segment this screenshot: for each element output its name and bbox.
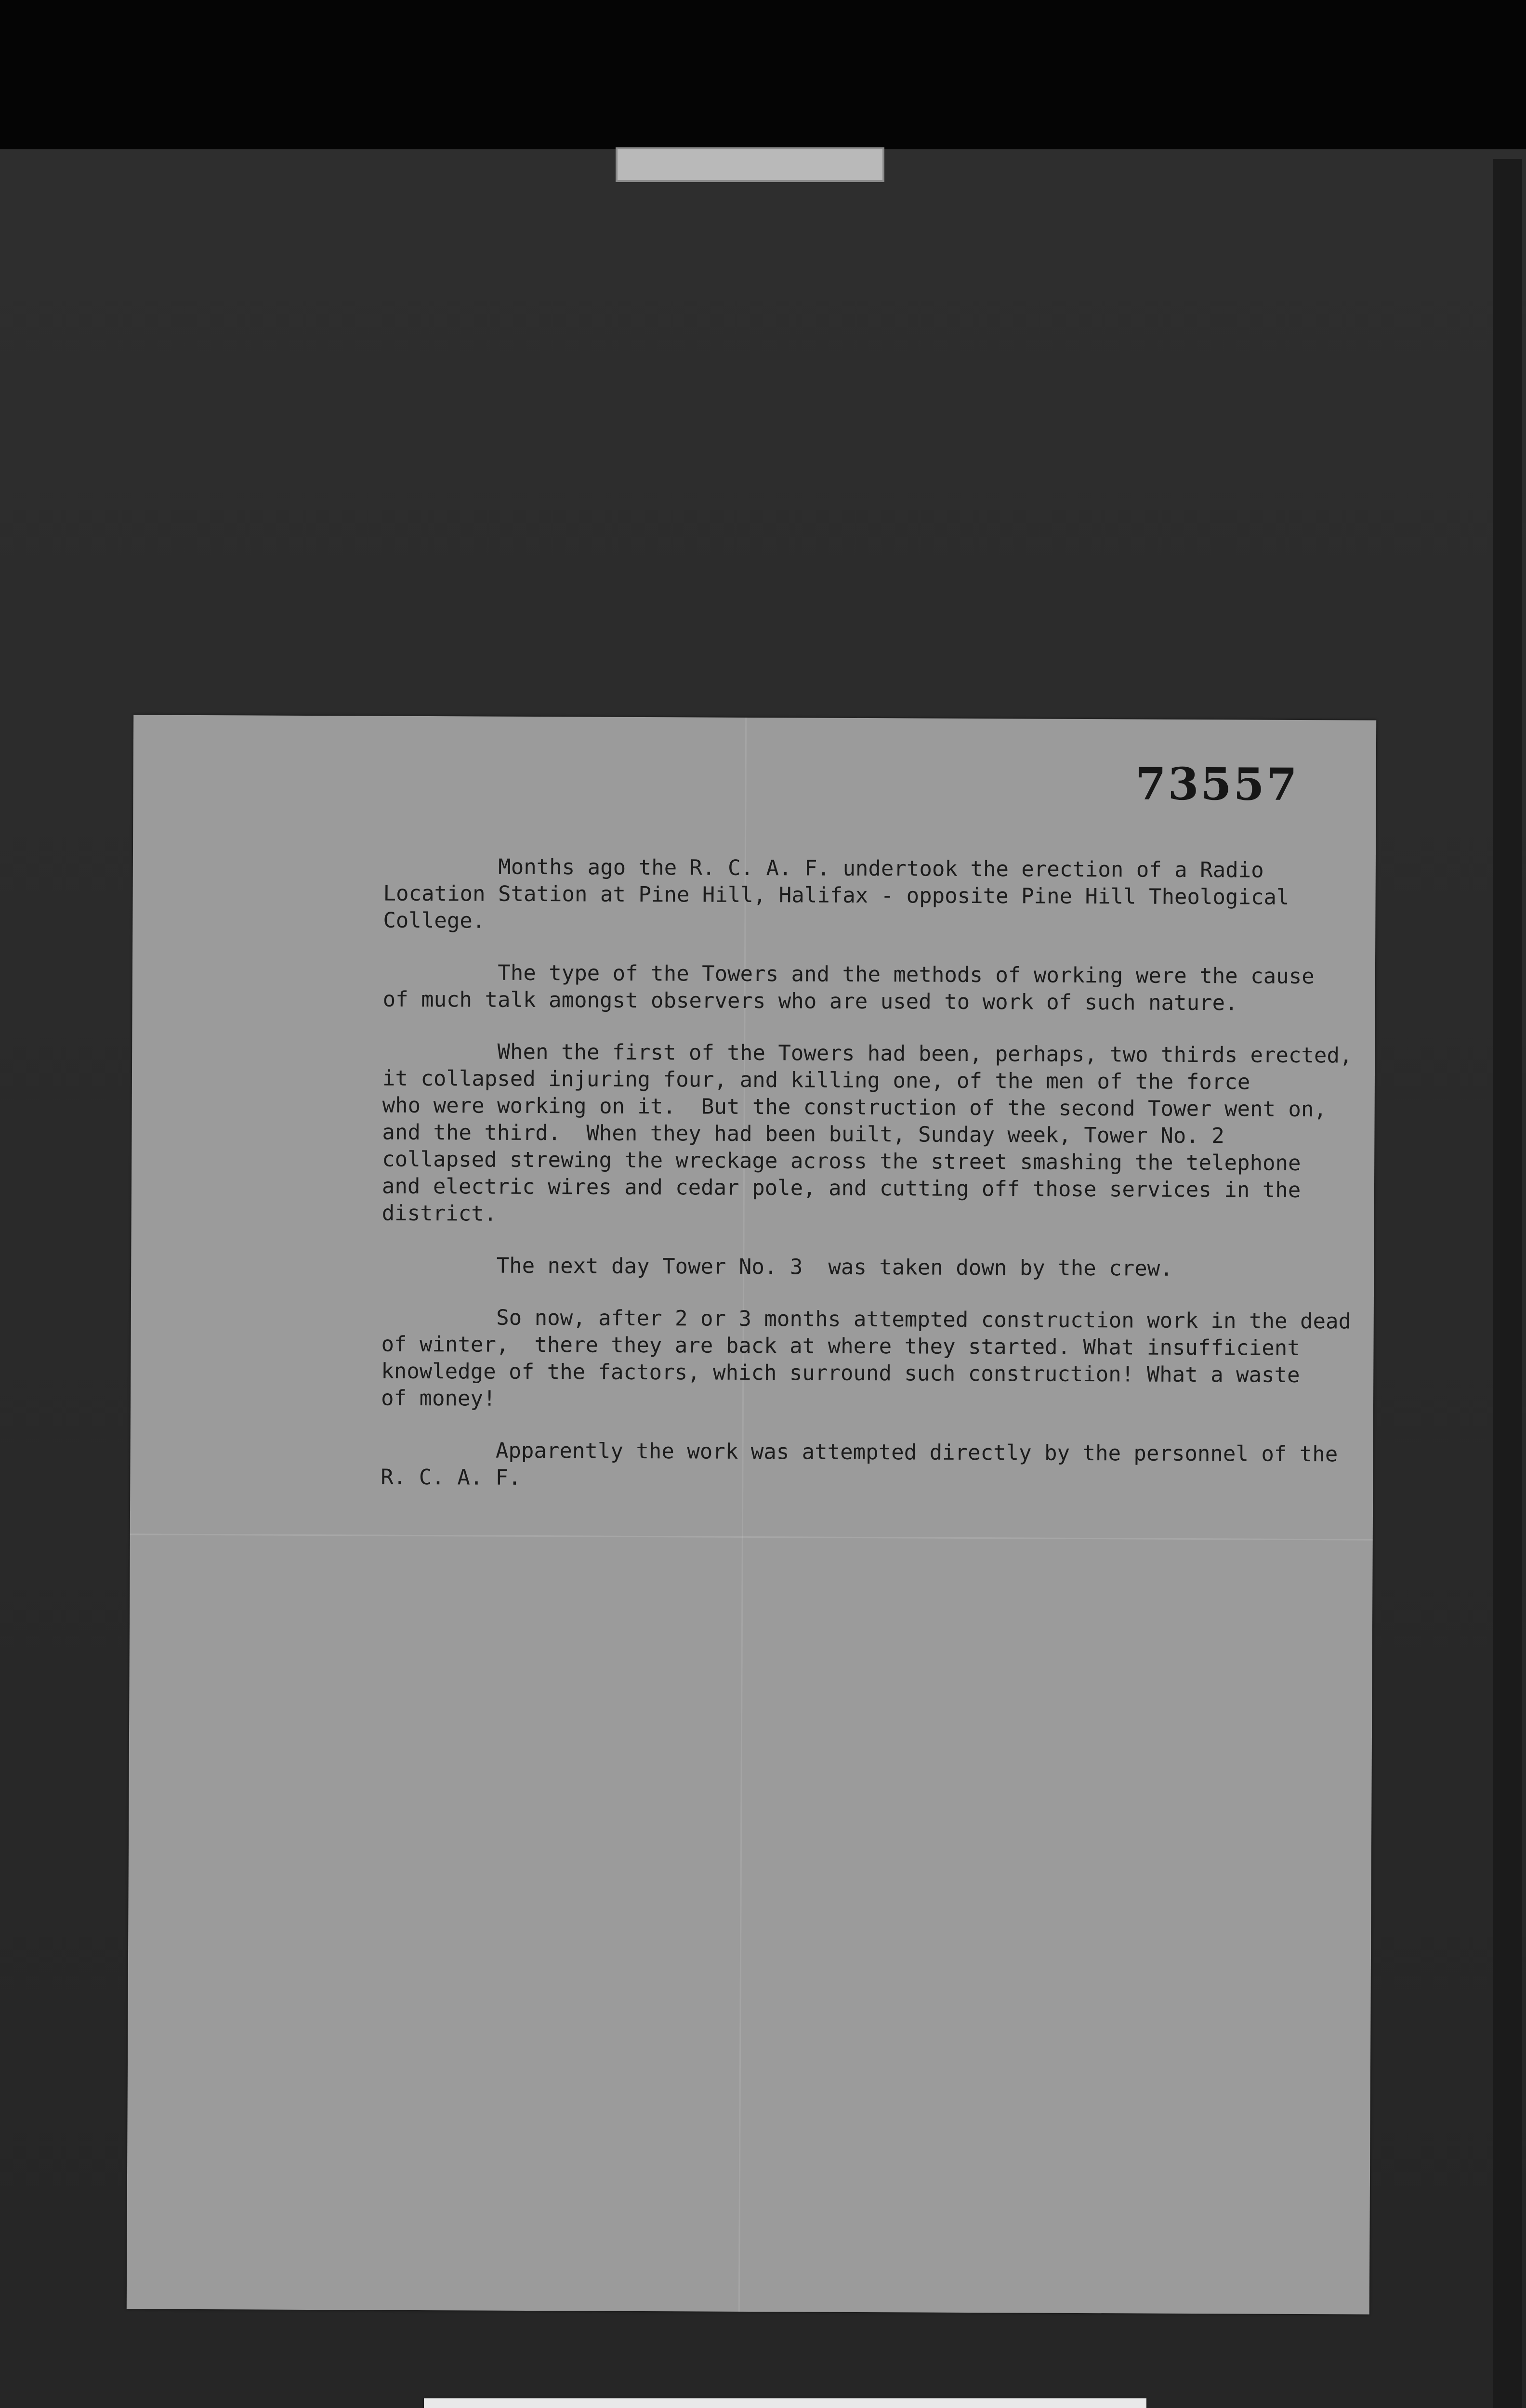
- letter-body: [381, 853, 1424, 1520]
- collection-caption-label: [424, 2398, 1146, 2408]
- paragraph: Months ago the R. C. A. F. undertook the erection of a Radio Location Station at Pine Hill, Halifax - opposite Pine Hill Theological College.: [383, 854, 1289, 933]
- top-dark-band: [0, 0, 1526, 154]
- document-number: 73557: [1135, 758, 1299, 811]
- fold-line-horizontal: [130, 1533, 1373, 1540]
- paragraph: So now, after 2 or 3 months attempted construction work in the dead of winter, there they are back at where they started. What insufficient knowledge of the factors, which surround such construction! What a waste of money!: [381, 1305, 1352, 1411]
- film-edge: [1493, 159, 1522, 2408]
- paragraph: The type of the Towers and the methods of working were the cause of much talk amongst observers who are used to work of such nature.: [382, 960, 1315, 1016]
- paragraph: When the first of the Towers had been, perhaps, two thirds erected, it collapsed injuring four, and killing one, of the men of the force who were working on it. But the construction of the second Tower went on, and the third. When they had been built, Sunday week, Tower No. 2 collapsed strewing the wreckage across the street smashing the telephone and electric wires and cedar pole, and cutting off those services in the district.: [382, 1039, 1353, 1226]
- top-tab: [616, 147, 884, 182]
- paragraph: Apparently the work was attempted directly by the personnel of the R. C. A. F.: [381, 1438, 1338, 1490]
- paragraph: The next day Tower No. 3 was taken down by the crew.: [382, 1253, 1173, 1281]
- typed-letter-page: [127, 715, 1376, 2314]
